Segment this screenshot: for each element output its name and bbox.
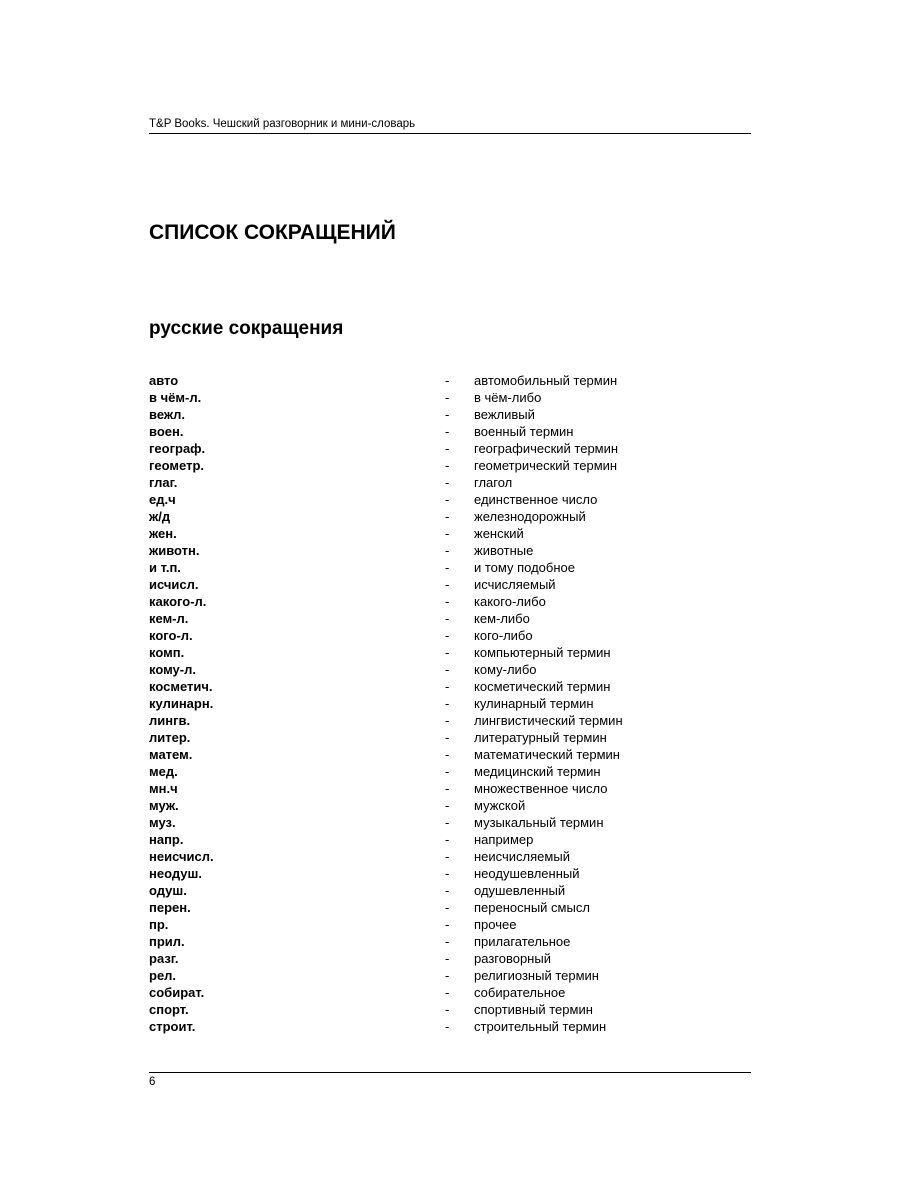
abbreviation-meaning: косметический термин bbox=[474, 679, 611, 694]
abbreviation-term: географ. bbox=[149, 441, 206, 456]
abbreviation-term: кулинарн. bbox=[149, 696, 214, 711]
abbreviation-meaning: кого-либо bbox=[474, 628, 533, 643]
abbreviation-term: и т.п. bbox=[149, 560, 181, 575]
abbreviation-term: кем-л. bbox=[149, 611, 189, 626]
abbreviation-meaning: спортивный термин bbox=[474, 1002, 593, 1017]
abbreviation-row bbox=[149, 406, 751, 423]
abbreviation-list bbox=[149, 372, 751, 1035]
separator-dash: - bbox=[445, 1002, 450, 1017]
separator-dash: - bbox=[445, 526, 450, 541]
abbreviation-meaning: мужской bbox=[474, 798, 526, 813]
abbreviation-row bbox=[149, 950, 751, 967]
separator-dash: - bbox=[445, 390, 450, 405]
abbreviation-meaning: переносный смысл bbox=[474, 900, 590, 915]
separator-dash: - bbox=[445, 798, 450, 813]
abbreviation-row bbox=[149, 848, 751, 865]
abbreviation-row bbox=[149, 576, 751, 593]
abbreviation-row bbox=[149, 423, 751, 440]
abbreviation-meaning: какого-либо bbox=[474, 594, 546, 609]
abbreviation-meaning: геометрический термин bbox=[474, 458, 618, 473]
abbreviation-term: муз. bbox=[149, 815, 176, 830]
separator-dash: - bbox=[445, 951, 450, 966]
abbreviation-meaning: множественное число bbox=[474, 781, 608, 796]
abbreviation-term: перен. bbox=[149, 900, 191, 915]
abbreviation-row bbox=[149, 457, 751, 474]
abbreviation-row bbox=[149, 491, 751, 508]
separator-dash: - bbox=[445, 611, 450, 626]
separator-dash: - bbox=[445, 985, 450, 1000]
separator-dash: - bbox=[445, 849, 450, 864]
abbreviation-row bbox=[149, 1001, 751, 1018]
separator-dash: - bbox=[445, 900, 450, 915]
abbreviation-meaning: военный термин bbox=[474, 424, 574, 439]
abbreviation-row bbox=[149, 763, 751, 780]
separator-dash: - bbox=[445, 407, 450, 422]
abbreviation-row bbox=[149, 814, 751, 831]
separator-dash: - bbox=[445, 781, 450, 796]
abbreviation-term: мн.ч bbox=[149, 781, 178, 796]
separator-dash: - bbox=[445, 458, 450, 473]
separator-dash: - bbox=[445, 832, 450, 847]
separator-dash: - bbox=[445, 509, 450, 524]
abbreviation-term: ж/д bbox=[149, 509, 171, 524]
abbreviation-meaning: кулинарный термин bbox=[474, 696, 594, 711]
page-number: 6 bbox=[149, 1076, 156, 1088]
abbreviation-meaning: одушевленный bbox=[474, 883, 566, 898]
footer-rule bbox=[149, 1072, 751, 1073]
separator-dash: - bbox=[445, 883, 450, 898]
abbreviation-row bbox=[149, 1018, 751, 1035]
abbreviation-meaning: железнодорожный bbox=[474, 509, 586, 524]
separator-dash: - bbox=[445, 866, 450, 881]
abbreviation-meaning: женский bbox=[474, 526, 524, 541]
separator-dash: - bbox=[445, 441, 450, 456]
separator-dash: - bbox=[445, 475, 450, 490]
separator-dash: - bbox=[445, 730, 450, 745]
abbreviation-meaning: математический термин bbox=[474, 747, 620, 762]
abbreviation-term: неодуш. bbox=[149, 866, 202, 881]
abbreviation-meaning: кем-либо bbox=[474, 611, 530, 626]
abbreviation-meaning: неодушевленный bbox=[474, 866, 580, 881]
abbreviation-row bbox=[149, 712, 751, 729]
separator-dash: - bbox=[445, 628, 450, 643]
abbreviation-term: вежл. bbox=[149, 407, 185, 422]
abbreviation-row bbox=[149, 372, 751, 389]
abbreviation-row bbox=[149, 661, 751, 678]
abbreviation-meaning: музыкальный термин bbox=[474, 815, 604, 830]
abbreviation-meaning: компьютерный термин bbox=[474, 645, 611, 660]
abbreviation-row bbox=[149, 542, 751, 559]
abbreviation-term: спорт. bbox=[149, 1002, 189, 1017]
abbreviation-term: строит. bbox=[149, 1019, 196, 1034]
abbreviation-meaning: неисчисляемый bbox=[474, 849, 570, 864]
abbreviation-term: неисчисл. bbox=[149, 849, 214, 864]
abbreviation-meaning: прилагательное bbox=[474, 934, 571, 949]
abbreviation-term: ед.ч bbox=[149, 492, 176, 507]
abbreviation-row bbox=[149, 610, 751, 627]
abbreviation-term: матем. bbox=[149, 747, 193, 762]
abbreviation-row bbox=[149, 559, 751, 576]
abbreviation-row bbox=[149, 933, 751, 950]
abbreviation-meaning: единственное число bbox=[474, 492, 598, 507]
separator-dash: - bbox=[445, 492, 450, 507]
abbreviation-row bbox=[149, 780, 751, 797]
abbreviation-row bbox=[149, 746, 751, 763]
abbreviation-term: одуш. bbox=[149, 883, 187, 898]
abbreviation-term: муж. bbox=[149, 798, 179, 813]
abbreviation-term: животн. bbox=[149, 543, 200, 558]
separator-dash: - bbox=[445, 696, 450, 711]
abbreviation-meaning: в чём-либо bbox=[474, 390, 542, 405]
abbreviation-term: комп. bbox=[149, 645, 185, 660]
abbreviation-term: пр. bbox=[149, 917, 169, 932]
abbreviation-row bbox=[149, 440, 751, 457]
abbreviation-meaning: автомобильный термин bbox=[474, 373, 618, 388]
abbreviation-row bbox=[149, 678, 751, 695]
running-header: T&P Books. Чешский разговорник и мини-словарь bbox=[149, 117, 751, 134]
separator-dash: - bbox=[445, 917, 450, 932]
separator-dash: - bbox=[445, 577, 450, 592]
abbreviation-term: геометр. bbox=[149, 458, 205, 473]
abbreviation-row bbox=[149, 865, 751, 882]
separator-dash: - bbox=[445, 679, 450, 694]
abbreviation-meaning: кому-либо bbox=[474, 662, 537, 677]
abbreviation-row bbox=[149, 797, 751, 814]
separator-dash: - bbox=[445, 543, 450, 558]
separator-dash: - bbox=[445, 373, 450, 388]
separator-dash: - bbox=[445, 645, 450, 660]
abbreviation-meaning: вежливый bbox=[474, 407, 535, 422]
abbreviation-meaning: строительный термин bbox=[474, 1019, 607, 1034]
abbreviation-meaning: животные bbox=[474, 543, 534, 558]
separator-dash: - bbox=[445, 815, 450, 830]
abbreviation-meaning: религиозный термин bbox=[474, 968, 599, 983]
abbreviation-term: собират. bbox=[149, 985, 205, 1000]
abbreviation-row bbox=[149, 593, 751, 610]
abbreviation-term: прил. bbox=[149, 934, 185, 949]
separator-dash: - bbox=[445, 662, 450, 677]
abbreviation-row bbox=[149, 967, 751, 984]
separator-dash: - bbox=[445, 934, 450, 949]
abbreviation-term: исчисл. bbox=[149, 577, 199, 592]
abbreviation-term: в чём-л. bbox=[149, 390, 202, 405]
abbreviation-meaning: например bbox=[474, 832, 534, 847]
abbreviation-term: рел. bbox=[149, 968, 177, 983]
abbreviation-row bbox=[149, 627, 751, 644]
abbreviation-meaning: глагол bbox=[474, 475, 513, 490]
section-title: русские сокращения bbox=[149, 318, 344, 339]
separator-dash: - bbox=[445, 1019, 450, 1034]
abbreviation-term: жен. bbox=[149, 526, 177, 541]
abbreviation-meaning: прочее bbox=[474, 917, 517, 932]
abbreviation-term: литер. bbox=[149, 730, 191, 745]
page-title: СПИСОК СОКРАЩЕНИЙ bbox=[149, 221, 396, 244]
abbreviation-row bbox=[149, 695, 751, 712]
abbreviation-meaning: и тому подобное bbox=[474, 560, 575, 575]
separator-dash: - bbox=[445, 594, 450, 609]
abbreviation-row bbox=[149, 916, 751, 933]
separator-dash: - bbox=[445, 747, 450, 762]
abbreviation-row bbox=[149, 389, 751, 406]
separator-dash: - bbox=[445, 713, 450, 728]
abbreviation-row bbox=[149, 899, 751, 916]
abbreviation-term: кого-л. bbox=[149, 628, 193, 643]
abbreviation-meaning: медицинский термин bbox=[474, 764, 601, 779]
abbreviation-term: мед. bbox=[149, 764, 178, 779]
abbreviation-term: разг. bbox=[149, 951, 179, 966]
separator-dash: - bbox=[445, 764, 450, 779]
abbreviation-meaning: географический термин bbox=[474, 441, 619, 456]
abbreviation-term: кому-л. bbox=[149, 662, 196, 677]
abbreviation-meaning: лингвистический термин bbox=[474, 713, 623, 728]
abbreviation-term: лингв. bbox=[149, 713, 191, 728]
abbreviation-term: глаг. bbox=[149, 475, 178, 490]
abbreviation-row bbox=[149, 729, 751, 746]
abbreviation-term: напр. bbox=[149, 832, 184, 847]
abbreviation-meaning: литературный термин bbox=[474, 730, 607, 745]
abbreviation-row bbox=[149, 508, 751, 525]
separator-dash: - bbox=[445, 968, 450, 983]
abbreviation-term: какого-л. bbox=[149, 594, 207, 609]
abbreviation-row bbox=[149, 644, 751, 661]
separator-dash: - bbox=[445, 560, 450, 575]
abbreviation-row bbox=[149, 882, 751, 899]
abbreviation-term: авто bbox=[149, 373, 179, 388]
abbreviation-meaning: собирательное bbox=[474, 985, 566, 1000]
separator-dash: - bbox=[445, 424, 450, 439]
abbreviation-row bbox=[149, 984, 751, 1001]
abbreviation-meaning: разговорный bbox=[474, 951, 551, 966]
abbreviation-row bbox=[149, 474, 751, 491]
abbreviation-meaning: исчисляемый bbox=[474, 577, 556, 592]
abbreviation-term: воен. bbox=[149, 424, 184, 439]
abbreviation-row bbox=[149, 831, 751, 848]
abbreviation-term: косметич. bbox=[149, 679, 213, 694]
abbreviation-row bbox=[149, 525, 751, 542]
